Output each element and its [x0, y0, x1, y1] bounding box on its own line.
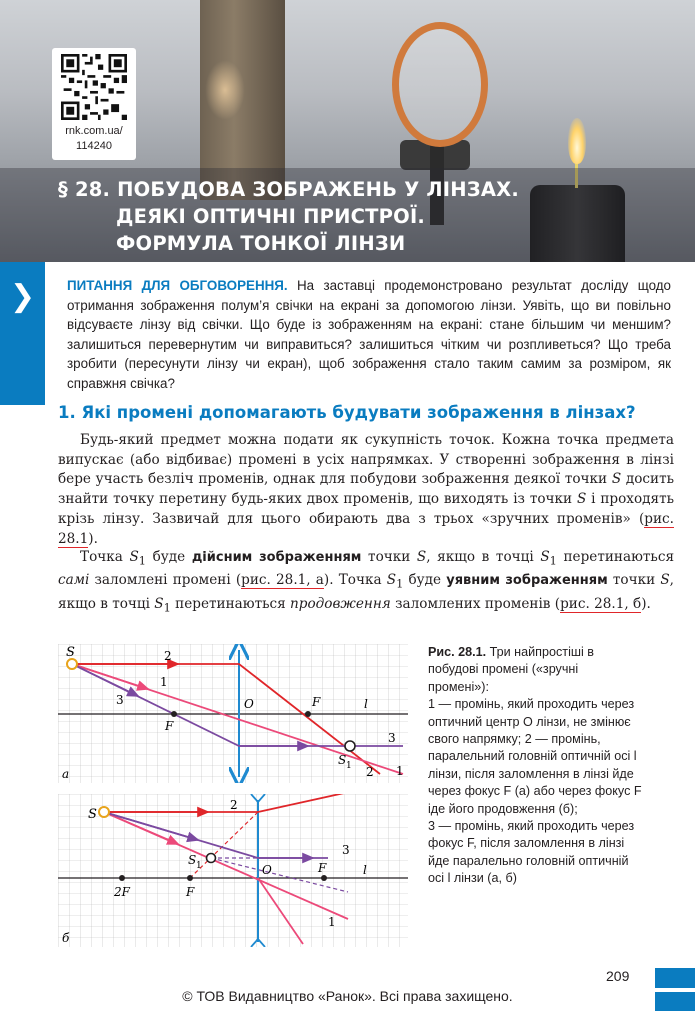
copyright-footer: © ТОВ Видавництво «Ранок». Всі права захищено.	[182, 988, 513, 1004]
ray3-label: 3	[116, 693, 124, 707]
p2-symbol: S	[386, 572, 397, 589]
caption-line2: 1 — промінь, який проходить через оптичний центр O лінзи, не змінює свого напрямку; 2 — промінь, паралельний головній оптичній осі l лінзи, після заломлення в лінзі йде через фокус F (а) або через фокус F іде його продовження (б);	[428, 697, 642, 816]
paragraph-1	[58, 431, 674, 549]
label-O: O	[262, 863, 272, 877]
p2-text-f: заломлені промені (	[89, 572, 242, 589]
figure-28-1-a	[58, 644, 408, 783]
label-l: l	[363, 863, 367, 877]
label-S1: S	[338, 753, 347, 767]
discussion-lead: ПИТАННЯ ДЛЯ ОБГОВОРЕННЯ.	[67, 278, 288, 293]
p2-italic: самі	[58, 572, 90, 589]
caption-line3: 3 — промінь, який проходить через фокус F, після заломлення в лінзі йде паралельно головній оптичній осі l лінзи (а, б)	[428, 819, 635, 886]
label-F-right: F	[312, 695, 321, 709]
chevron-right-icon: ❯	[10, 279, 36, 314]
chapter-title	[58, 176, 618, 257]
p1-text-c: і проходять крізь лінзу. Зазвичай для цього обирають два з трьох «зручних променів» (	[58, 491, 674, 527]
panel-label-b: б	[62, 931, 70, 945]
label-S1-sub: 1	[196, 861, 202, 871]
qr-url[interactable]	[52, 124, 136, 154]
discussion-block	[67, 276, 671, 393]
term-real-image: дійсним зображенням	[191, 550, 362, 565]
section-heading: 1. Які промені допомагають будувати зображення в лінзах?	[58, 403, 636, 422]
focus-2F-dot	[119, 875, 125, 881]
p2-symbol: S	[154, 595, 164, 612]
screen-image-glow	[205, 60, 245, 120]
qr-code-icon	[61, 54, 127, 120]
grid	[58, 794, 408, 947]
ray2-label: 2	[230, 798, 238, 812]
label-O: O	[244, 697, 254, 711]
qr-url-line2: 114240	[76, 140, 112, 152]
p2-text-a: Точка	[80, 549, 130, 565]
p2-text-k: перетинаються	[170, 595, 291, 612]
image-point-icon	[345, 741, 355, 751]
term-virtual-image: уявним зображенням	[446, 573, 608, 589]
p2-text-g: ). Точка	[323, 572, 387, 589]
label-l: l	[364, 697, 368, 711]
p2-subscript: 1	[396, 577, 404, 592]
side-tab	[0, 262, 45, 405]
p2-italic: продовження	[290, 595, 391, 612]
label-F-left: F	[165, 719, 174, 733]
ray1-label: 1	[328, 915, 336, 929]
p2-subscript: 1	[549, 553, 557, 568]
label-S: S	[66, 645, 75, 660]
caption-line1: Три найпростіші в побудові промені («зручні промені»):	[428, 645, 594, 694]
p2-text-c: точки	[361, 549, 417, 565]
p2-symbol: S	[540, 549, 550, 565]
qr-code-box[interactable]	[52, 48, 136, 160]
candle-flame	[568, 118, 586, 164]
p1-symbol-s: S	[611, 471, 622, 488]
p2-text-d: , якщо в точці	[426, 549, 541, 565]
figure-link-28-1[interactable]: рис. 28.1	[58, 510, 674, 547]
label-F-left: F	[186, 885, 195, 899]
label-S: S	[88, 807, 97, 822]
ray3-label: 3	[342, 843, 350, 857]
figure-caption	[428, 644, 642, 888]
caption-heading: Рис. 28.1.	[428, 645, 487, 659]
p2-text-h: буде	[403, 572, 447, 589]
p2-text-m: ).	[641, 595, 651, 612]
p2-text-e: перетинаються	[556, 549, 675, 565]
label-F-right: F	[318, 861, 327, 875]
ray1-label: 1	[160, 675, 168, 689]
p1-text-b: досить знайти точку перетину будь-яких двох променів, що виходять із точки	[58, 471, 674, 508]
ray1-end-label: 1	[396, 764, 404, 778]
p1-text-a: Будь-який предмет можна подати як сукупність точок. Кожна точка предмета випускає (або відбиває) промені в усіх напрямках. У створенні зображення в лінзі бере участь безліч променів, однак для побудови зображення деякої точки	[58, 432, 674, 488]
label-S1: S	[188, 853, 197, 867]
label-2F: 2F	[114, 885, 130, 899]
p2-subscript: 1	[163, 600, 171, 615]
focus-left-dot	[187, 875, 193, 881]
paragraph-2	[58, 548, 674, 618]
source-point-icon	[67, 659, 77, 669]
p1-text-d: ).	[88, 530, 98, 547]
label-S1-sub: 1	[346, 761, 352, 771]
ray3-end-label: 3	[388, 731, 396, 745]
image-point-icon	[207, 854, 216, 863]
chapter-title-line1: § 28. ПОБУДОВА ЗОБРАЖЕНЬ У ЛІНЗАХ.	[58, 178, 519, 201]
header-photo	[0, 0, 695, 262]
p2-subscript: 1	[138, 553, 146, 568]
p2-symbol: S	[129, 549, 139, 565]
figure-link-28-1b[interactable]: рис. 28.1, б	[560, 595, 642, 612]
ray2-label: 2	[164, 649, 172, 663]
page-number: 209	[606, 968, 630, 984]
focus-right-dot	[305, 711, 311, 717]
figure-28-1-b	[58, 794, 408, 947]
focus-left-dot	[171, 711, 177, 717]
p2-text-i: точки	[607, 572, 661, 589]
p2-text-b: буде	[146, 549, 192, 565]
source-point-icon	[99, 807, 109, 817]
discussion-text: На заставці продемонстровано результат досліду щодо отримання зображення полум’я свічки на екрані за допомогою лінзи. Уявіть, що ви повільно відсуваєте лінзу від свічки. Що буде із зображенням на екрані: стане більшим чи меншим? залишиться перевернутим чи виправиться? залишиться чітким чи розпливеться? Що треба зробити (пересунути лінзу чи екран), щоб зображення стало таким самим за розміром, як справжня свічка?	[67, 278, 671, 391]
figure-link-28-1a[interactable]: рис. 28.1, а	[241, 572, 324, 589]
p2-symbol: S	[660, 572, 670, 589]
qr-url-line1: rnk.com.ua/	[65, 125, 123, 137]
ray2-end-label: 2	[366, 765, 374, 779]
p2-text-l: заломлених променів (	[390, 595, 561, 612]
p2-symbol: S	[416, 549, 427, 565]
focus-right-dot	[321, 875, 327, 881]
chapter-title-line2: ДЕЯКІ ОПТИЧНІ ПРИСТРОЇ.	[116, 205, 426, 228]
chapter-title-line3: ФОРМУЛА ТОНКОЇ ЛІНЗИ	[116, 232, 406, 255]
p2-text-j: , якщо в точці	[58, 572, 674, 612]
panel-label-a: а	[62, 767, 70, 781]
p1-symbol-s2: S	[576, 491, 587, 508]
lens-ring	[392, 22, 488, 147]
